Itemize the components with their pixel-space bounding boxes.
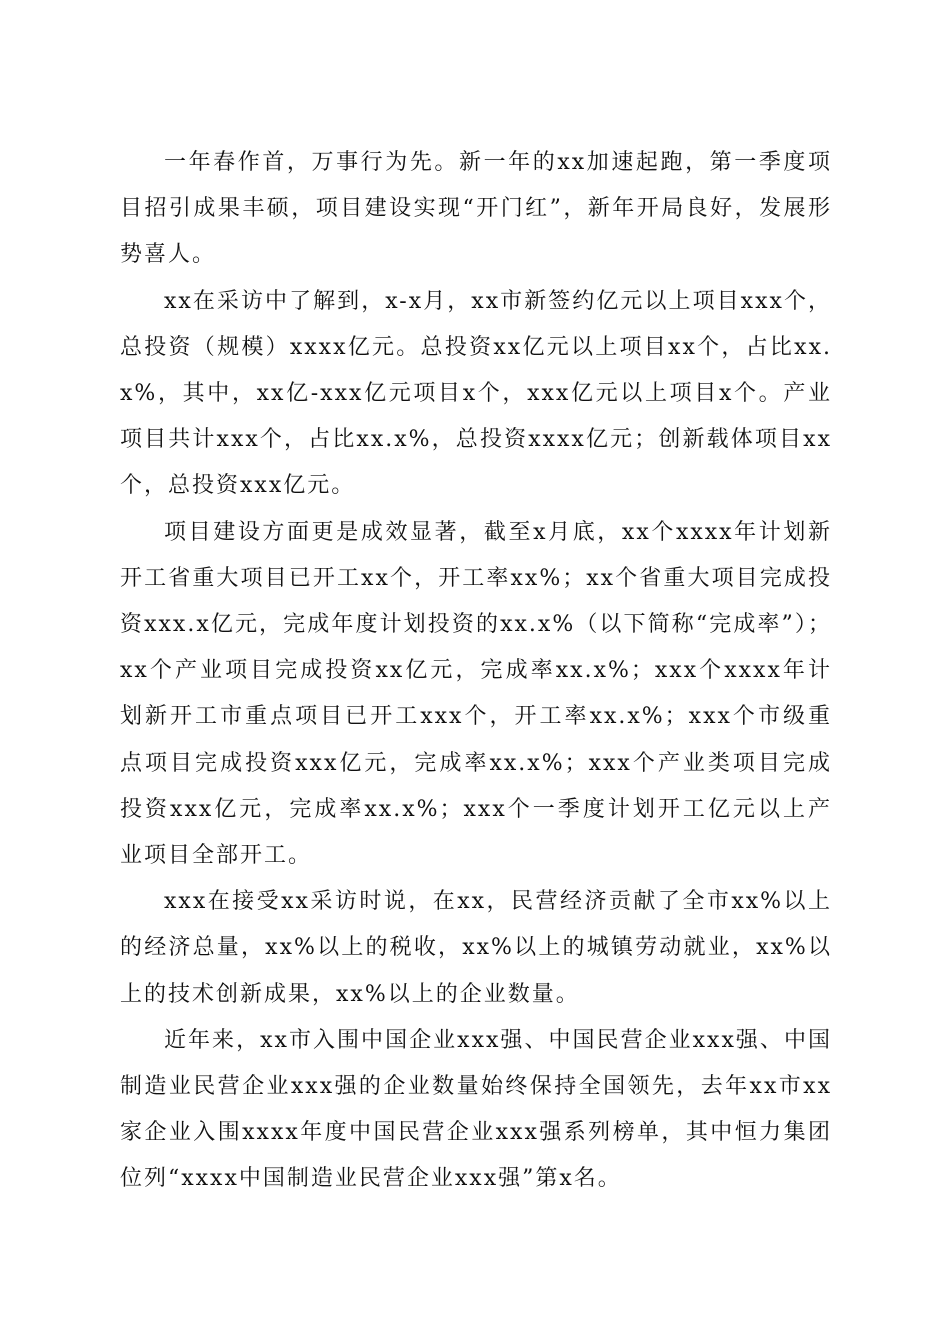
- paragraph-1: 一年春作首，万事行为先。新一年的xx加速起跑，第一季度项目招引成果丰硕，项目建设实现“开门红”，新年开局良好，发展形势喜人。: [120, 150, 832, 268]
- paragraph-4: xxx在接受xx采访时说，在xx，民营经济贡献了全市xx%以上的经济总量，xx%以上的税收，xx%以上的城镇劳动就业，xx%以上的技术创新成果，xx%以上的企业数量。: [120, 889, 832, 1007]
- paragraph-2: xx在采访中了解到，x-x月，xx市新签约亿元以上项目xxx个，总投资（规模）xxxx亿元。总投资xx亿元以上项目xx个，占比xx.x%，其中，xx亿-xxx亿元项目x个，xxx亿元以上项目x个。产业项目共计xxx个，占比xx.x%，总投资xxxx亿元；创新载体项目xx个，总投资xxx亿元。: [120, 288, 832, 499]
- paragraph-3: 项目建设方面更是成效显著，截至x月底，xx个xxxx年计划新开工省重大项目已开工xx个，开工率xx%；xx个省重大项目完成投资xxx.x亿元，完成年度计划投资的xx.x%（以下简称“完成率”）；xx个产业项目完成投资xx亿元，完成率xx.x%；xxx个xxxx年计划新开工市重点项目已开工xxx个，开工率xx.x%；xxx个市级重点项目完成投资xxx亿元，完成率xx.x%；xxx个产业类项目完成投资xxx亿元，完成率xx.x%；xxx个一季度计划开工亿元以上产业项目全部开工。: [120, 519, 832, 869]
- document-page: [120, 140, 832, 1203]
- paragraph-5: 近年来，xx市入围中国企业xxx强、中国民营企业xxx强、中国制造业民营企业xxx强的企业数量始终保持全国领先，去年xx市xx家企业入围xxxx年度中国民营企业xxx强系列榜单，其中恒力集团位列“xxxx中国制造业民营企业xxx强”第x名。: [120, 1027, 832, 1192]
